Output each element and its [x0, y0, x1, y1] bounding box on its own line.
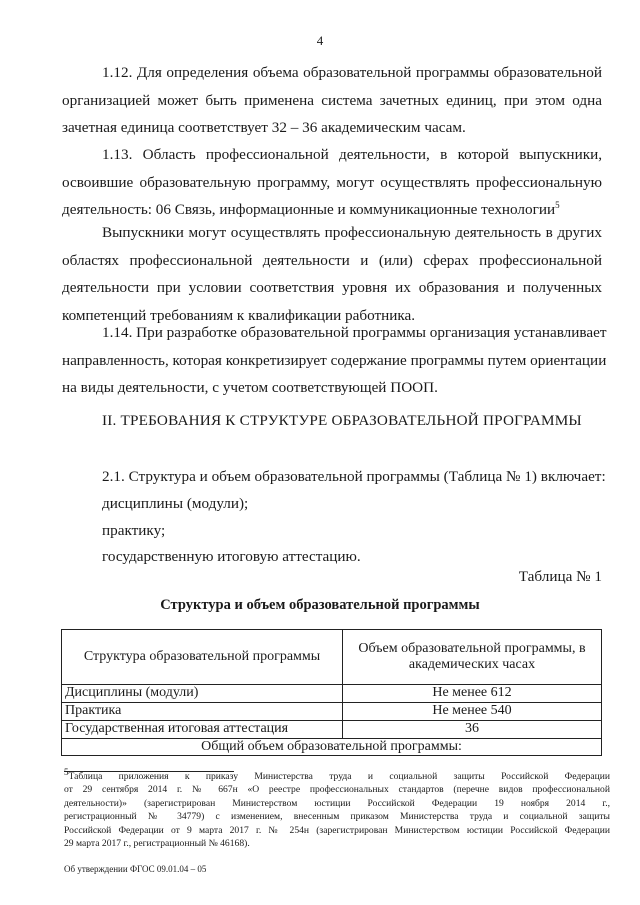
footnote-line: от 29 сентября 2014 г. № 667н «О реестре профессиональных стандартов (перечне видов профессиональной: [64, 784, 610, 796]
list-item: государственную итоговую аттестацию.: [102, 548, 361, 565]
paragraph-1-14: [62, 319, 607, 402]
table-header-row: [62, 630, 602, 685]
table-cell: Дисциплины (модули): [62, 685, 343, 703]
list-item: практику;: [102, 522, 166, 539]
table-number: Таблица № 1: [518, 568, 602, 585]
text-line: освоившие образовательную программу, могут осуществлять профессиональную: [62, 173, 602, 191]
table-header-cell: Структура образовательной программы: [62, 630, 343, 685]
text-line: компетенций требованиям к квалификации работника.: [62, 306, 416, 324]
paragraph-1-13: [62, 141, 602, 224]
text-line: Выпускники могут осуществлять профессиональную деятельность в других: [102, 224, 602, 241]
footnote-line: 29 марта 2017 г., регистрационный № 46168).: [64, 837, 250, 849]
section-heading: II. ТРЕБОВАНИЯ К СТРУКТУРЕ ОБРАЗОВАТЕЛЬНОЙ ПРОГРАММЫ: [102, 412, 582, 429]
text-line: деятельности при условии соответствия уровня их образования и полученных: [62, 279, 602, 296]
footnote-line: [64, 766, 610, 783]
paragraph-2-1: 2.1. Структура и объем образовательной программы (Таблица № 1) включает:: [102, 468, 606, 485]
text-line: организацией может быть применена система зачетных единиц, при этом одна: [62, 91, 602, 109]
table-cell: Практика: [62, 703, 343, 721]
table-row: [62, 685, 602, 703]
structure-table: [61, 629, 602, 756]
text-line: областях профессиональной деятельности и (или) сферах профессиональной: [62, 251, 602, 269]
text-line: 1.12. Для определения объема образовательной программы образовательной: [102, 64, 602, 81]
footnote-line: деятельности)» (зарегистрирован Министерством юстиции Российской Федерации 19 ноября 2014 г.,: [64, 797, 610, 809]
text-line: 1.13. Область профессиональной деятельности, в которой выпускники,: [102, 146, 602, 163]
paragraph-graduates: [62, 219, 602, 329]
footnote-line: Российской Федерации от 9 марта 2017 г. № 254н (зарегистрирован Министерством юстиции Российской Федерации: [64, 824, 610, 836]
text-line-content: деятельность: 06 Связь, информационные и коммуникационные технологии: [62, 201, 556, 218]
table-row: [62, 721, 602, 739]
footnote-line-content: Таблица приложения к приказу Министерства труда и социальной защиты Российской Федерации: [68, 771, 610, 782]
table-total-row: [62, 739, 602, 756]
footnote: [64, 766, 610, 850]
text-line: зачетная единица соответствует 32 – 36 академическим часам.: [62, 119, 466, 136]
table-cell: Не менее 540: [343, 703, 602, 721]
footnote-reference: 5: [555, 199, 560, 210]
table-cell: 36: [343, 721, 602, 739]
table-cell: Не менее 612: [343, 685, 602, 703]
table-title: Структура и объем образовательной программы: [160, 597, 480, 613]
footnote-line: регистрационный № 34779) с изменением, внесенным приказом Министерства труда и социальной защиты: [64, 811, 610, 823]
text-line: 1.14. При разработке образовательной программы организация устанавливает: [102, 324, 607, 341]
footnote-mark: 5: [64, 766, 69, 777]
table-row: [62, 703, 602, 721]
page-number: 4: [316, 33, 324, 48]
text-line: на виды деятельности, с учетом соответствующей ПООП.: [62, 379, 438, 396]
table-header-cell: Объем образовательной программы, в академических часах: [343, 630, 602, 685]
table-total-cell: Общий объем образовательной программы:: [62, 739, 602, 756]
list-item: дисциплины (модули);: [102, 495, 249, 512]
paragraph-1-12: [62, 59, 602, 142]
footer-text: Об утверждении ФГОС 09.01.04 – 05: [64, 864, 207, 874]
table-cell: Государственная итоговая аттестация: [62, 721, 343, 739]
text-line: направленность, которая конкретизирует содержание программы путем ориентации: [62, 351, 607, 369]
